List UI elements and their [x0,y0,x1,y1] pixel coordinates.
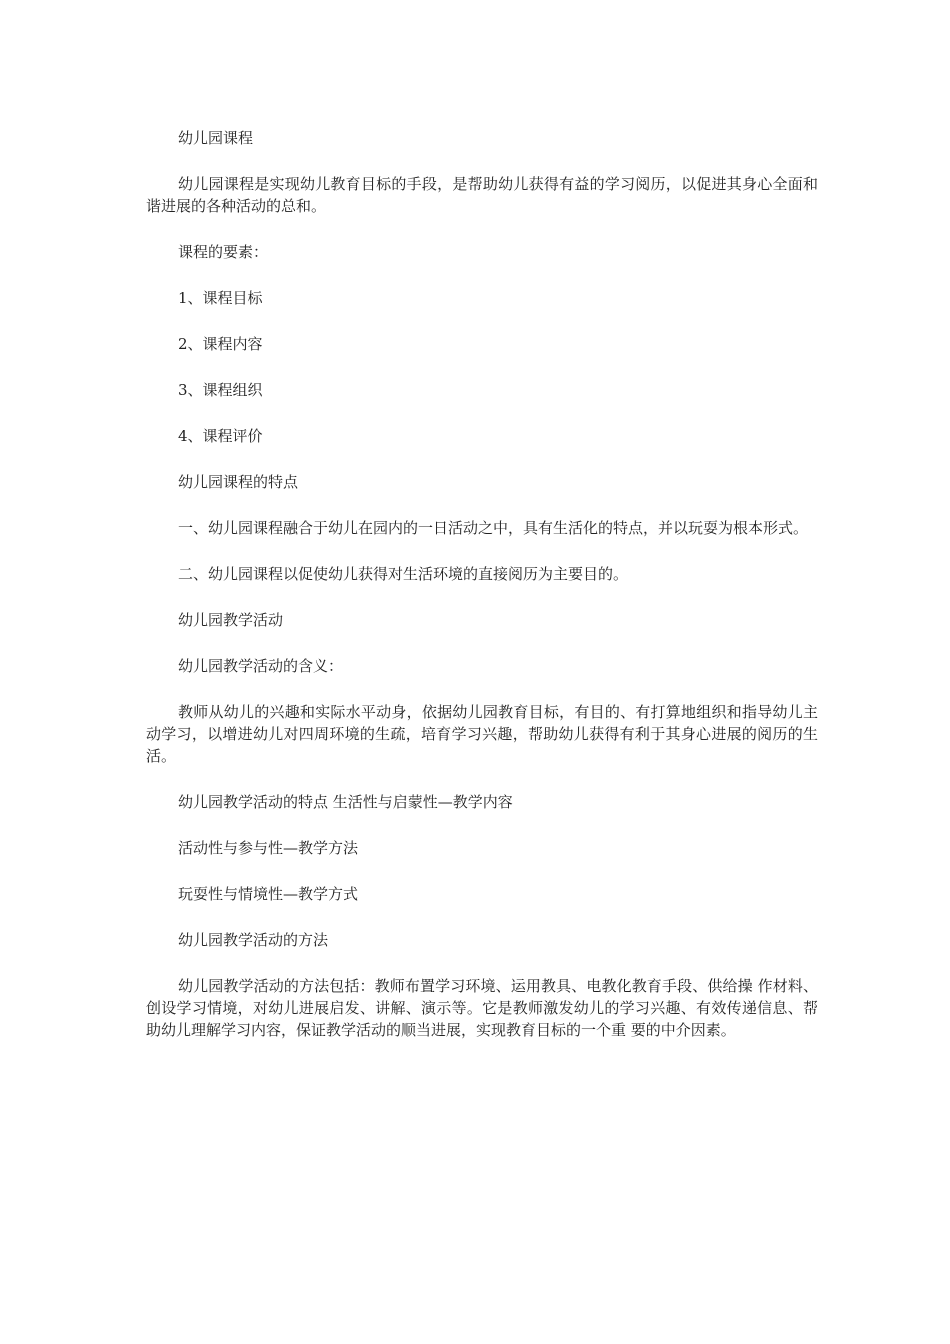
activity-meaning-text: 教师从幼儿的兴趣和实际水平动身，依据幼儿园教育目标，有目的、有打算地组织和指导幼儿主动学习，以增进幼儿对四周环境的生疏，培育学习兴趣，帮助幼儿获得有利于其身心进展的阅历的生活。 [146,703,818,765]
element-item-1: 1、课程目标 [178,289,263,307]
heading-teaching-activities: 幼儿园教学活动 [178,611,284,629]
activity-feature-2: 活动性与参与性—教学方法 [178,839,359,857]
element-item-2: 2、课程内容 [178,335,263,353]
heading-curriculum-features: 幼儿园课程的特点 [178,473,299,491]
activity-feature-1: 幼儿园教学活动的特点 生活性与启蒙性—教学内容 [178,793,513,811]
activity-methods-text: 幼儿园教学活动的方法包括：教师布置学习环境、运用教具、电教化教育手段、供给操 作材料、创设学习情境，对幼儿进展启发、讲解、演示等。它是教师激发幼儿的学习兴趣、有效传递信息、帮助幼儿理解学习内容，保证教学活动的顺当进展，实现教育目标的一个重 要的中介因素。 [146,977,818,1039]
curriculum-definition: 幼儿园课程是实现幼儿教育目标的手段，是帮助幼儿获得有益的学习阅历，以促进其身心全面和谐进展的各种活动的总和。 [146,175,818,215]
element-item-4: 4、课程评价 [178,427,263,445]
element-item-3: 3、课程组织 [178,381,263,399]
document-body [146,127,818,1065]
feature-item-1: 一、幼儿园课程融合于幼儿在园内的一日活动之中，具有生活化的特点，并以玩耍为根本形式。 [178,519,809,537]
heading-activity-methods: 幼儿园教学活动的方法 [178,931,329,949]
activity-feature-3: 玩耍性与情境性—教学方式 [178,885,359,903]
heading-activity-meaning: 幼儿园教学活动的含义： [178,657,344,675]
feature-item-2: 二、幼儿园课程以促使幼儿获得对生活环境的直接阅历为主要目的。 [178,565,629,583]
heading-kindergarten-curriculum: 幼儿园课程 [178,129,254,147]
heading-curriculum-elements: 课程的要素： [178,243,269,261]
